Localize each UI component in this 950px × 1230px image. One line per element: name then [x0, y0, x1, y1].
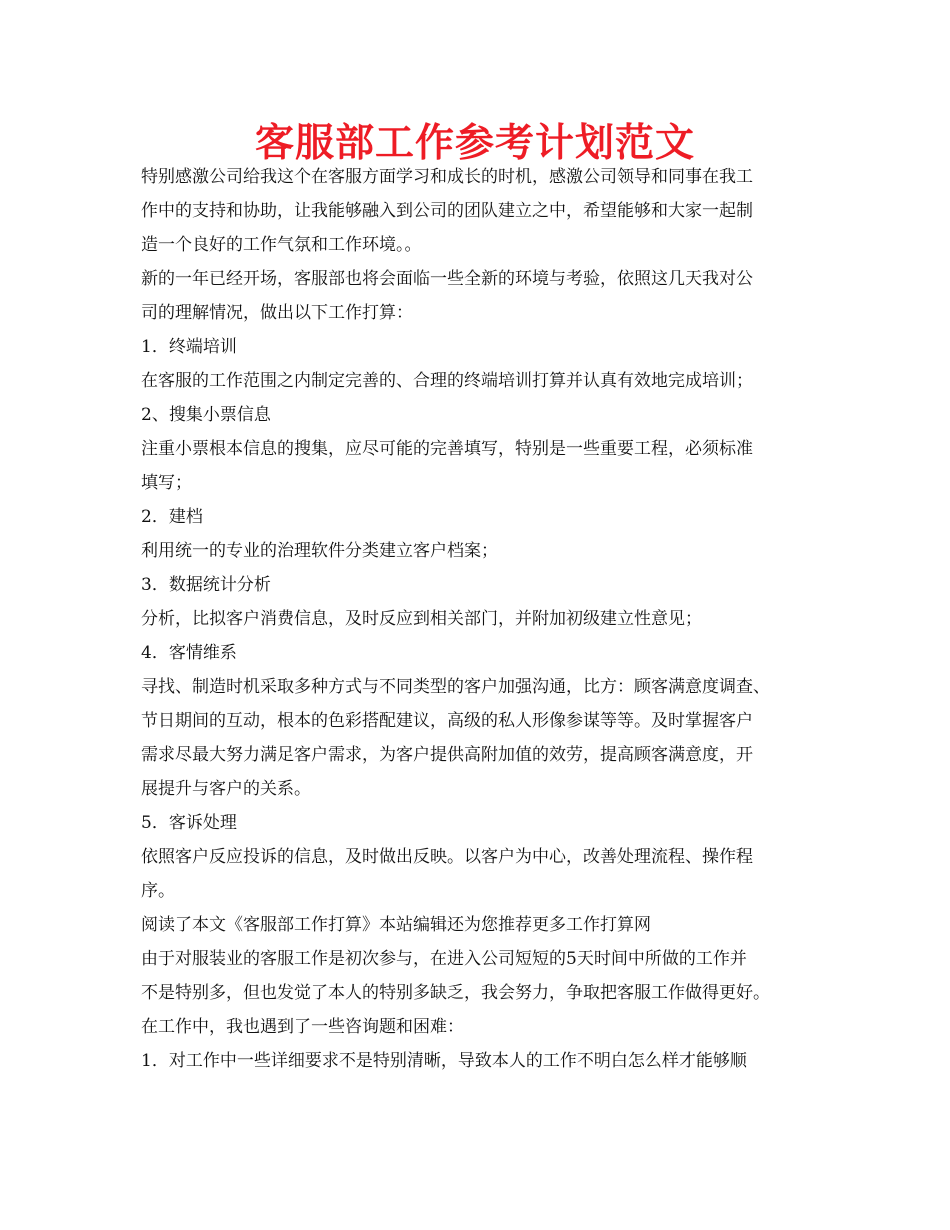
body-line: 填写；	[141, 473, 192, 493]
body-line: 特别感激公司给我这个在客服方面学习和成长的时机，感激公司领导和同事在我工	[141, 167, 753, 187]
body-line: 造一个良好的工作气氛和工作环境。。	[141, 235, 422, 255]
body-line: 4．客情维系	[141, 643, 237, 663]
document-body	[141, 160, 821, 1078]
body-line: 作中的支持和协助，让我能够融入到公司的团队建立之中，希望能够和大家一起制	[141, 201, 753, 221]
body-line: 阅读了本文《客服部工作打算》本站编辑还为您推荐更多工作打算网	[141, 915, 651, 935]
body-line: 新的一年已经开场，客服部也将会面临一些全新的环境与考验，依照这几天我对公	[141, 269, 753, 289]
body-line: 司的理解情况，做出以下工作打算：	[141, 303, 413, 323]
body-line: 展提升与客户的关系。	[141, 779, 311, 799]
body-line: 3．数据统计分析	[141, 575, 271, 595]
body-line: 节日期间的互动，根本的色彩搭配建议，高级的私人形像参谋等等。及时掌握客户	[141, 711, 753, 731]
body-line: 分析，比拟客户消费信息，及时反应到相关部门，并附加初级建立性意见；	[141, 609, 702, 629]
body-line: 不是特别多，但也发觉了本人的特别多缺乏，我会努力，争取把客服工作做得更好。	[141, 983, 770, 1003]
body-line: 依照客户反应投诉的信息，及时做出反映。以客户为中心，改善处理流程、操作程	[141, 847, 753, 867]
body-line: 由于对服装业的客服工作是初次参与，在进入公司短短的5天时间中所做的工作并	[141, 949, 747, 969]
body-line: 寻找、制造时机采取多种方式与不同类型的客户加强沟通，比方：顾客满意度调查、	[141, 677, 770, 697]
body-line: 在客服的工作范围之内制定完善的、合理的终端培训打算并认真有效地完成培训；	[141, 371, 753, 391]
body-line: 注重小票根本信息的搜集，应尽可能的完善填写，特别是一些重要工程，必须标准	[141, 439, 753, 459]
body-line: 在工作中，我也遇到了一些咨询题和困难：	[141, 1017, 464, 1037]
document-title: 客服部工作参考计划范文	[254, 121, 695, 166]
body-line: 5．客诉处理	[141, 813, 237, 833]
body-line: 利用统一的专业的治理软件分类建立客户档案；	[141, 541, 498, 561]
body-line: 2．建档	[141, 507, 203, 527]
body-line: 1．终端培训	[141, 337, 237, 357]
body-line: 2、搜集小票信息	[141, 405, 271, 425]
body-line: 需求尽最大努力满足客户需求，为客户提供高附加值的效劳，提高顾客满意度，开	[141, 745, 753, 765]
body-line: 1．对工作中一些详细要求不是特别清晰，导致本人的工作不明白怎么样才能够顺	[141, 1051, 747, 1071]
body-line: 序。	[141, 881, 175, 901]
